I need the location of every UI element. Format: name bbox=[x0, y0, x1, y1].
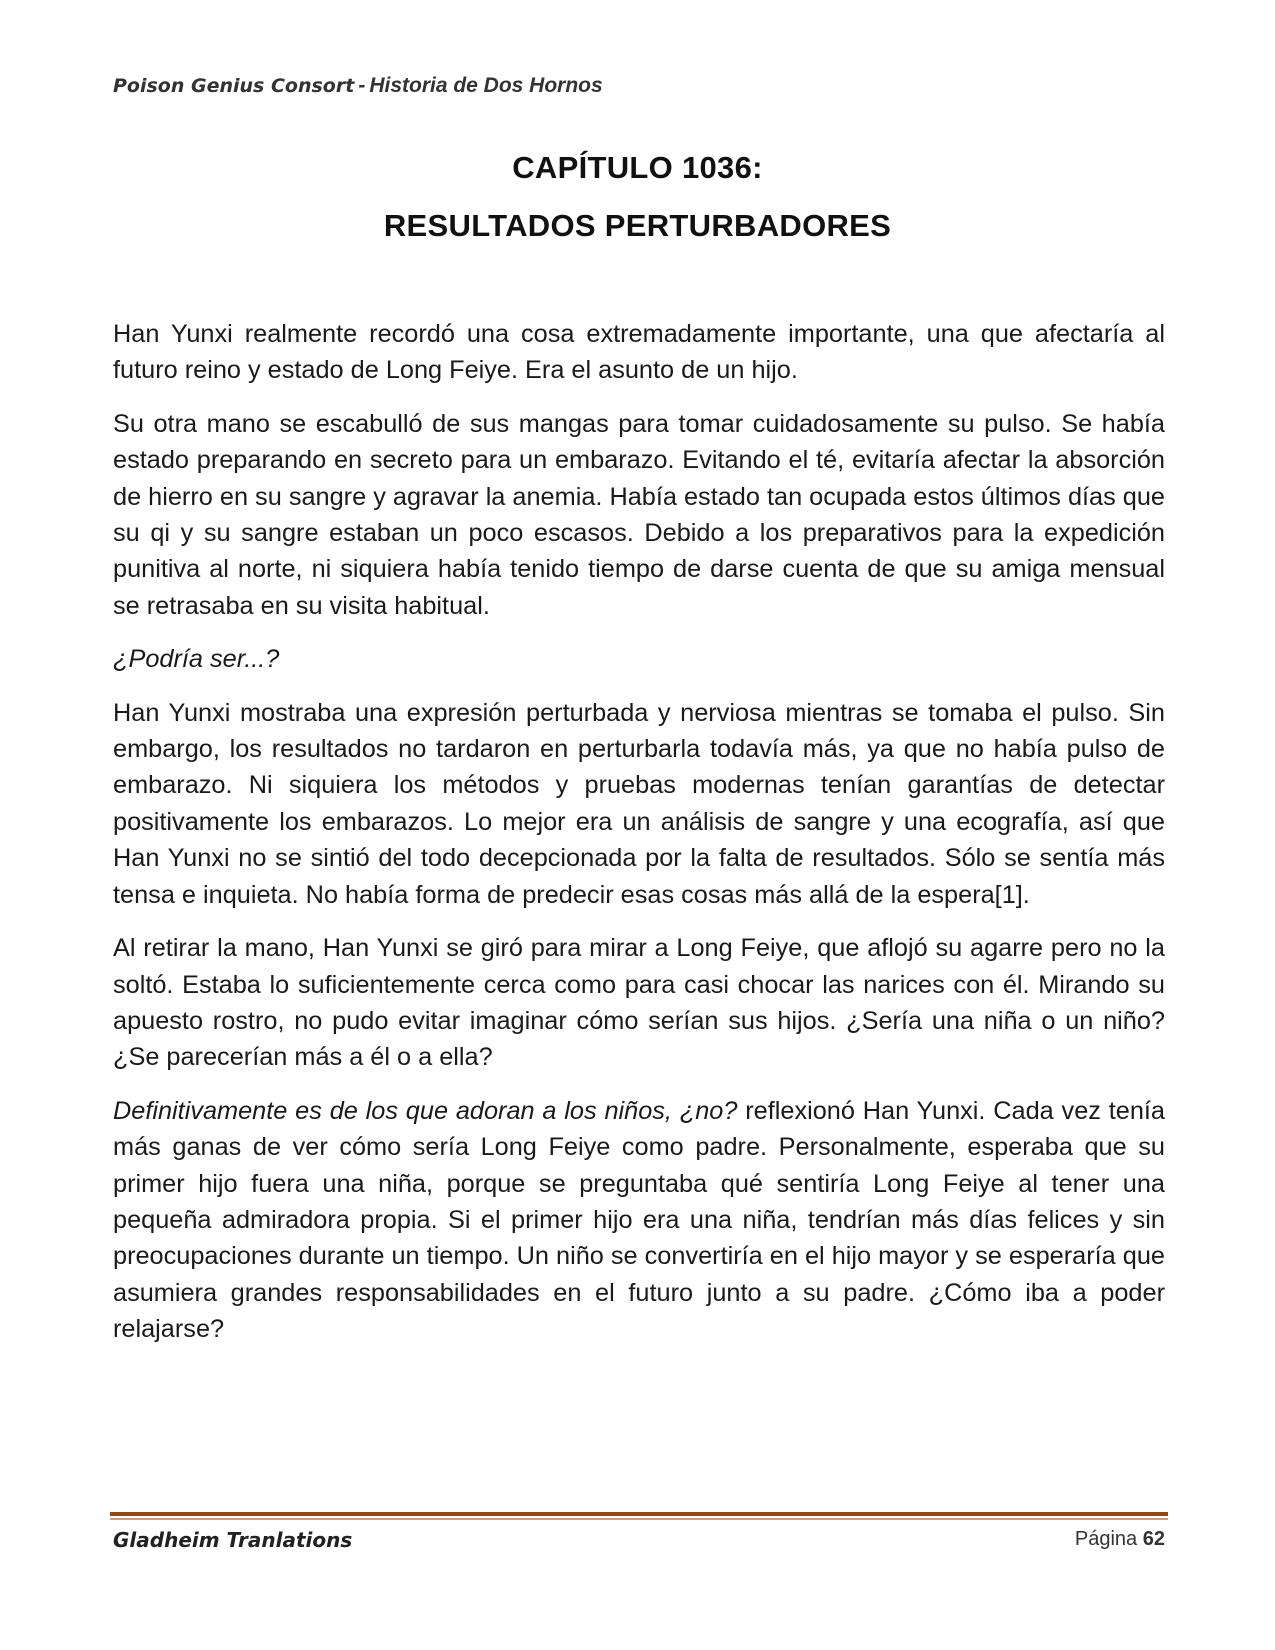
chapter-title: RESULTADOS PERTURBADORES bbox=[383, 208, 892, 243]
paragraph: Al retirar la mano, Han Yunxi se giró para mirar a Long Feiye, que aflojó su agarre pero no la soltó. Estaba lo suficientemente cerca como para casi chocar las narices con él. Mirando su apuesto rostro, no pudo evitar imaginar cómo serían sus hijos. ¿Sería una niña o un niño? ¿Se parecerían más a él o a ella? bbox=[113, 934, 1165, 1072]
italic-thought: ¿Podría ser...? bbox=[113, 645, 280, 674]
series-title: Poison Genius Consort bbox=[113, 75, 355, 97]
paragraph: Han Yunxi realmente recordó una cosa extremadamente importante, una que afectaría al futuro reino y estado de Long Feiye. Era el asunto de un hijo. bbox=[113, 320, 1165, 385]
paragraph: Han Yunxi mostraba una expresión perturbada y nerviosa mientras se tomaba el pulso. Sin embargo, los resultados no tardaron en perturbarla todavía más, ya que no había pulso de embarazo. Ni siquiera los métodos y pruebas modernas tenían garantías de detectar positivamente los embarazos. Lo mejor era un análisis de sangre y una ecografía, así que Han Yunxi no se sintió del todo decepcionada por la falta de resultados. Sólo se sentía más tensa e inquieta. No había forma de predecir esas cosas más allá de la espera[1]. bbox=[113, 698, 1165, 909]
paragraph: Su otra mano se escabulló de sus mangas para tomar cuidadosamente su pulso. Se había estado preparando en secreto para un embarazo. Evitando el té, evitaría afectar la absorción de hierro en su sangre y agravar la anemia. Había estado tan ocupada estos últimos días que su qi y su sangre estaban un poco escasos. Debido a los preparativos para la expedición punitiva al norte, ni siquiera había tenido tiempo de darse cuenta de que su amiga mensual se retrasaba en su visita habitual. bbox=[113, 409, 1165, 620]
page-number bbox=[1075, 1528, 1165, 1551]
publisher-name: Gladheim Tranlations bbox=[113, 1528, 353, 1552]
running-header bbox=[113, 74, 603, 98]
italic-thought: Definitivamente es de los que adoran a los niños, ¿no? bbox=[113, 1096, 738, 1125]
paragraph: Definitivamente es de los que adoran a los niños, ¿no? reflexionó Han Yunxi. Cada vez tenía más ganas de ver cómo sería Long Feiye como padre. Personalmente, esperaba que su primer hijo fuera una niña, porque se preguntaba qué sentiría Long Feiye al tener una pequeña admiradora propia. Si el primer hijo era una niña, tendrían más días felices y sin preocupaciones durante un tiempo. Un niño se convertiría en el hijo mayor y se esperaría que asumiera grandes responsabilidades en el futuro junto a su padre. ¿Cómo iba a poder relajarse? bbox=[113, 1096, 1165, 1344]
book-subtitle: Historia de Dos Hornos bbox=[369, 74, 603, 97]
page-number-value: 62 bbox=[1142, 1528, 1165, 1550]
chapter-number: CAPÍTULO 1036: bbox=[512, 150, 763, 185]
header-separator: - bbox=[358, 74, 366, 97]
page-label: Página bbox=[1074, 1528, 1138, 1550]
footer-rule-light bbox=[110, 1518, 1168, 1520]
paragraph bbox=[113, 641, 1165, 677]
chapter-body bbox=[113, 316, 1165, 1365]
footer-rule bbox=[110, 1512, 1168, 1516]
